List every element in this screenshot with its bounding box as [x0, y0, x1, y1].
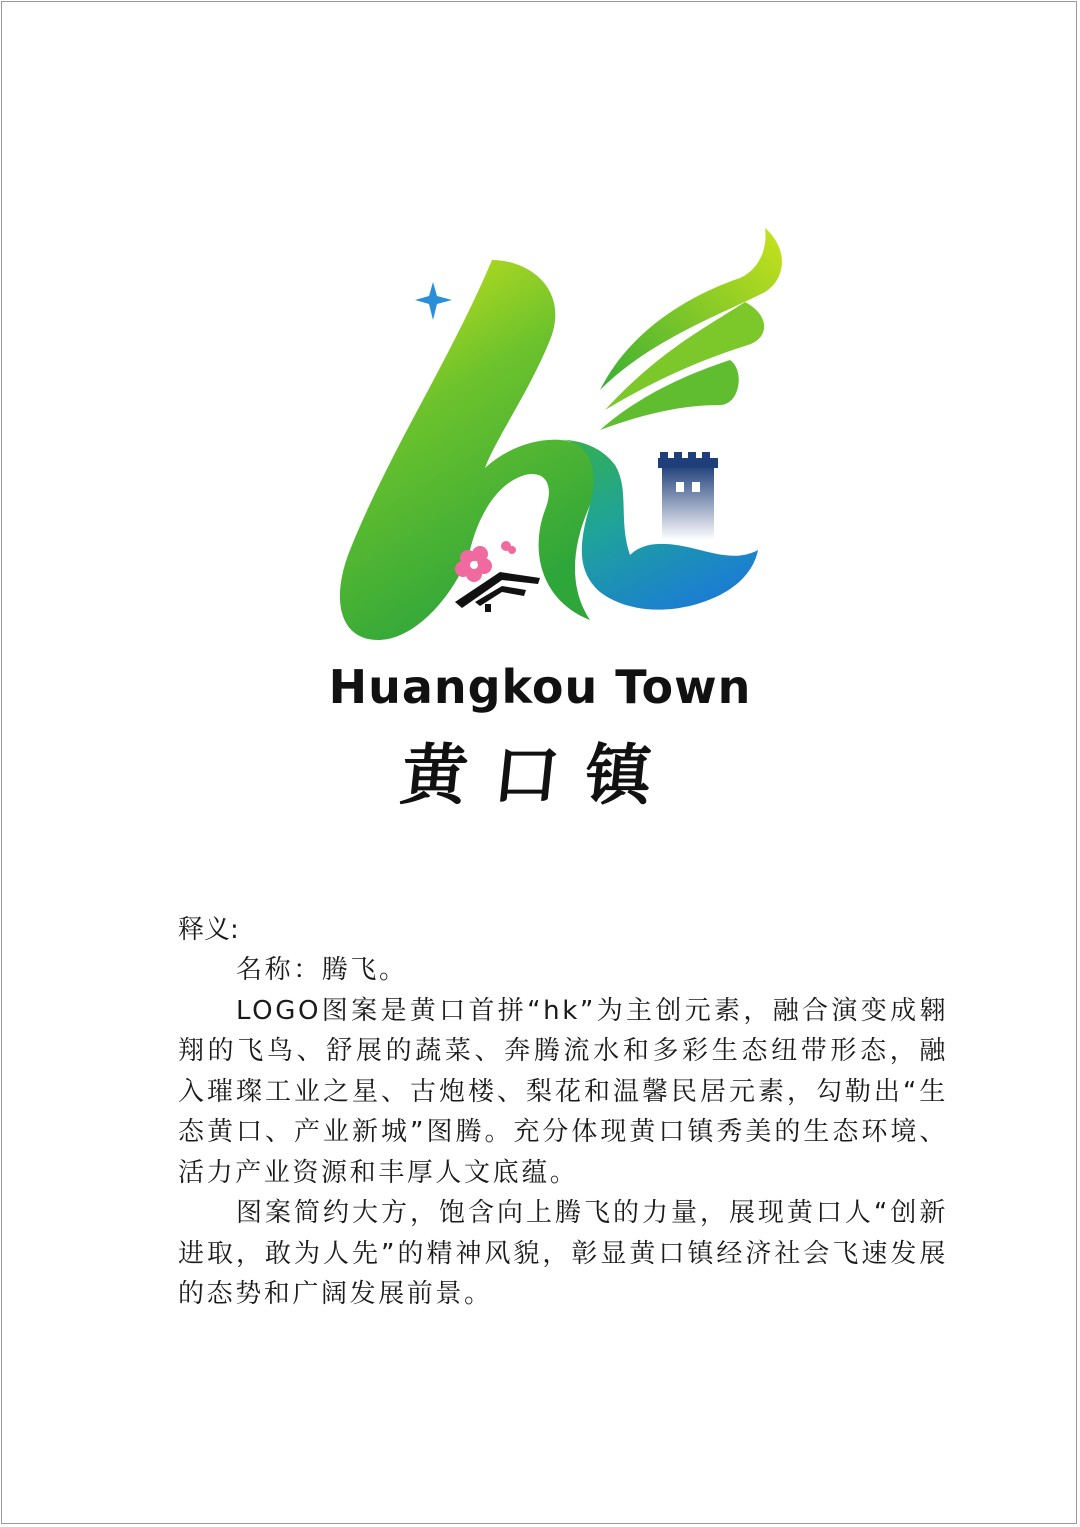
description-paragraph-name: 名称：腾飞。 [236, 955, 408, 985]
h-stroke-shape [340, 260, 596, 640]
description-paragraph-meaning: 图案简约大方，饱含向上腾飞的力量，展现黄口人“创新进取，敢为人先”的精神风貌，彰显黄口镇经济社会飞速发展的态势和广阔发展前景。 [178, 1198, 948, 1309]
logo-title-cn: 黄口镇 [397, 736, 682, 814]
huangkou-logo-emblem [300, 220, 800, 650]
tower-icon [658, 452, 718, 540]
description-block [178, 910, 948, 1315]
logo-title-en: Huangkou Town [328, 660, 752, 714]
description-paragraph-elements: LOGO图案是黄口首拼“hk”为主创元素，融合演变成翱翔的飞鸟、舒展的蔬菜、奔腾流水和多彩生态纽带形态，融入璀璨工业之星、古炮楼、梨花和温馨民居元素，勾勒出“生态黄口、产业新城”图腾。充分体现黄口镇秀美的生态环境、活力产业资源和丰厚人文底蕴。 [178, 995, 948, 1188]
star-icon [415, 282, 452, 320]
description-heading: 释义: [178, 915, 239, 945]
